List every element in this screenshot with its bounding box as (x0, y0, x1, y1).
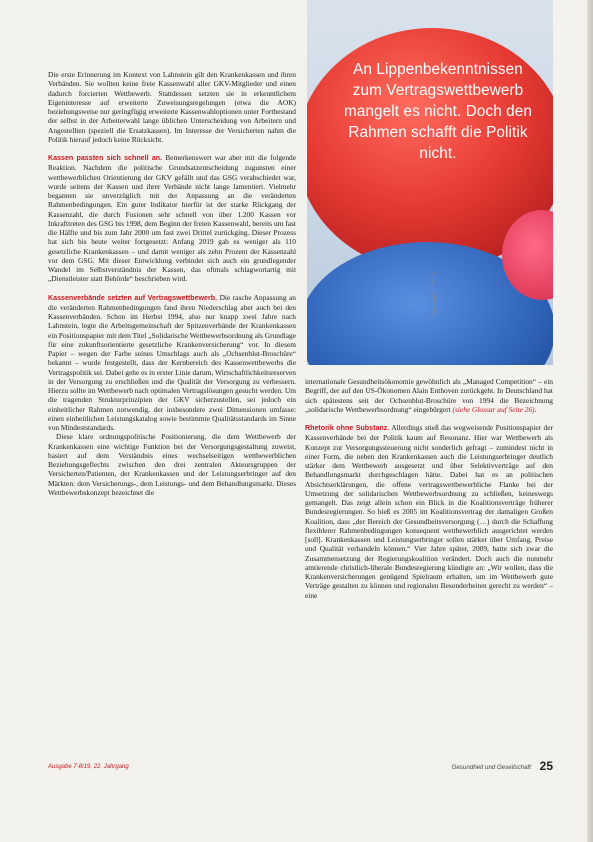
balloons-illustration (307, 0, 553, 365)
magazine-section: Gesundheit und Gesellschaft (451, 764, 531, 771)
body-paragraph: Die erste Erinnerung im Kontext von Lahnstein gilt den Krankenkassen und ihren Verbänden. Sie wollten keine freie Kassenwahl aller GKV-Mitglieder und einen dadurch forcierten Wettbewerb. Stattdessen setzten sie in erkenntlichem Eigeninteresse auf erweiterte Zuweisungsregelungen (etwa die AOK) beziehungsweise nur geringfügig erweiterte Kassenwahloptionen unter Fortbestand der selbst in der Arbeiterwahl lange üblichen Unterscheidung von Arbeitern und Angestellten (speziell die Ersatzkassen). Im Interesse der Versicherten nahm die Politik hierauf jedoch keine Rücksicht. (48, 70, 296, 144)
pull-quote: An Lippenbekenntnissen zum Vertragswettbewerb mangelt es nicht. Doch den Rahmen schafft die Politik nicht. (344, 61, 532, 162)
paragraph-text: Allerdings stieß das wegweisende Positionspapier der Kassenverbände bei der Politik kaum auf Resonanz. Hier war Wettbewerb als Konzept zur Versorgungssteuerung nicht sonderlich gefragt – zumindest nicht in einer Form, die neben den Krankenkassen auch die Leistungserbringer deutlich stärker dem Wettbewerb ausgesetzt und über Selektivverträge auf den Behandlungsmarkt durchgeschlagen hätte. Dabei hat es an politischen Absichtserklärungen, die offene vertragswettbewerbliche Flanke bei der Umsetzung der solidarischen Wettbewerbsordnung zu schließen, keineswegs gemangelt. Das zeigt allein schon ein Blick in die Koalitionsverträge früherer Bundesregierungen. So hieß es 2005 im Koalitionsvertrag der damaligen Großen Koalition, dass „der Bereich der Gesundheitsversorgung (…) durch die Schaffung flexiblerer Rahmenbedingungen konsequent wettbewerblich ausgerichtet werden [soll]. Krankenkassen und Leistungserbringer sollen stärker über Umfang, Preise und Qualität verhandeln können.“ Vier Jahre später, 2009, hatte sich zwar die Zusammensetzung der Regierungskoalition verändert. Doch auch die nunmehr amtierende christlich-liberale Bundesregierung kündigte an: „Wir wollen, dass die Krankenversicherungen genügend Spielraum erhalten, um im Wettbewerb gute Verträge gestalten zu können und regionalen Besonderheiten gerecht zu werden“ – eine (305, 423, 553, 600)
run-in-heading: Rhetorik ohne Substanz. (305, 424, 390, 432)
glossary-reference: (siehe Glossar auf Seite 26) (452, 404, 535, 414)
page-footer (48, 760, 553, 780)
body-paragraph (48, 153, 296, 284)
run-in-heading: Kassenverbände setzten auf Vertragswettbewerb. (48, 293, 218, 302)
paragraph-text: internationale Gesundheitsökonomie gewöhnlich als „Managed Competition“ – ein Begriff, der auf den US-Ökonomen Alain Enthoven zurückgeht. In Deutschland hat sich spätestens seit der Ochsenblut-Broschüre von 1994 die Bezeichnung „solidarische Wettbewerbsordnung“ eingebürgert (305, 377, 553, 414)
body-paragraph (305, 377, 553, 414)
page-number: 25 (539, 759, 553, 773)
issue-info: Ausgabe 7-8/19, 22. Jahrgang (48, 764, 129, 770)
text-column-left (48, 70, 296, 745)
paragraph-end: . (534, 404, 537, 414)
text-column-right (305, 377, 553, 747)
paragraph-text: Bemerkenswert war aber mit die folgende Reaktion. Nachdem die politische Grundsatzentscheidung zugunsten einer wettbewerblichen Orientierung der GKV gefällt und das GSG verabschiedet war, wurde seitens der Kassen und ihrer Verbände nicht lange lamentiert. Vielmehr begannen sie unverzüglich mit der Anpassung an die veränderten Rahmenbedingungen. Ein guter Indikator hierfür ist der starke Rückgang der Kassenzahl, die durch Fusionen sehr schnell von über 1.200 Kassen vor Inkrafttreten des GSG bis 1998, dem Beginn der freien Kassenwahl, bereits um fast die Hälfte und bis zum Jahr 2000 um fast zwei Drittel zurückging. Dieser Prozess hat sich bis heute weiter fortgesetzt: Anfang 2019 gab es weniger als 110 gesetzliche Krankenkassen – und damit weniger als zehn Prozent der Kassenzahl vor dem GSG. Mit dieser Entwicklung verbindet sich auch ein grundlegender Wandel im Selbstverständnis der Kassen, das oftmals schlagwortartig mit „Dienstleister statt Behörde“ beschrieben wird. (48, 153, 296, 284)
body-paragraph (305, 423, 553, 600)
body-paragraph: Diese klare ordnungspolitische Positionierung, die dem Wettbewerb der Krankenkassen eine wichtige Funktion bei der Versorgungsgestaltung zuweist, basiert auf dem Verständnis eines wechselseitigen wettbewerblichen Beziehungsgeflechts zwischen den drei zentralen Akteursgruppen der Versicherten/Patienten, der Krankenkassen und der Leistungserbringer auf den Märkten: dem Versicherungs-, dem Leistungs- und dem Behandlungsmarkt. Dieses Wettbewerbskonzept bezeichnet die (48, 432, 296, 497)
paragraph-text: Die rasche Anpassung an die veränderten Rahmenbedingungen fand ihren Niederschlag aber auch bei den Kassenverbänden. Schon im Herbst 1994, also nur knapp zwei Jahre nach Lahnstein, legte die Arbeitsgemeinschaft der Spitzenverbände der Krankenkassen ein Positionspapier mit dem Titel „Solidarische Wettbewerbsordnung als Grundlage für eine zukunftsorientierte gesetzliche Krankenversicherung“ vor. In diesem Papier – wegen der Farbe seines Umschlags auch als „Ochsenblut-Broschüre“ bekannt – wurde festgestellt, dass der Kernbereich des Kassenwettbewerbs die Vertragspolitik sei. Dabei gehe es in erster Linie darum, Wirtschaftlichkeitsreserven in der Versorgung zu erschließen und die Qualität der Versorgung zu verbessern. Hierzu sollte im Wettbewerb nach optimalen Vertragslösungen gesucht werden. Um die tragenden Strukturprinzipien der GKV sicherzustellen, sei jedoch ein einheitlicher Rahmen notwendig, der insbesondere zwei Dimensionen umfasse: einen einheitlichen Leistungskatalog sowie bestimmte Qualitätsstandards im Sinne von Mindeststandards. (48, 292, 296, 432)
page-edge (587, 0, 593, 842)
body-paragraph (48, 293, 296, 433)
balloon-photo (307, 0, 553, 365)
run-in-heading: Kassen passten sich schnell an. (48, 154, 163, 162)
